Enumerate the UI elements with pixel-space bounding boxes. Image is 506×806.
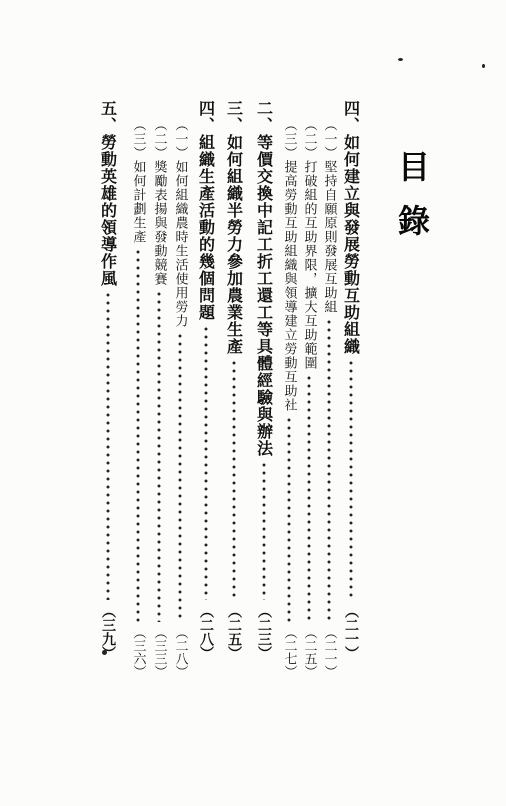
toc-entry-page: （二一） bbox=[321, 626, 337, 678]
toc-entry bbox=[341, 100, 361, 660]
toc-entry-page: （三三） bbox=[151, 626, 167, 678]
toc-entry bbox=[151, 118, 167, 678]
toc-entry-page: （二五） bbox=[226, 604, 242, 660]
dot-leader bbox=[136, 248, 140, 622]
dot-leader bbox=[232, 359, 236, 600]
dot-leader bbox=[287, 416, 291, 622]
toc-entry bbox=[224, 100, 244, 660]
dot-leader bbox=[349, 359, 353, 600]
toc-entry-title: 四、組織生產活動的幾個問題 bbox=[196, 100, 216, 321]
toc-entry-page: （二七） bbox=[281, 626, 297, 678]
dot-leader bbox=[204, 325, 208, 600]
ink-speck bbox=[482, 64, 485, 68]
toc-entry bbox=[254, 100, 274, 660]
toc-entry-title: （三）如何計劃生產 bbox=[130, 118, 146, 244]
toc-entry-title: 四、如何建立與發展勞動互助組織 bbox=[341, 100, 361, 355]
toc-entry-page: （二一） bbox=[343, 604, 359, 660]
dot-leader bbox=[262, 461, 266, 600]
toc-entry-title: 二、等價交換中記工折工還工等具體經驗與辦法 bbox=[254, 100, 274, 457]
toc-entry-title: （三）提高勞動互助組織與領導建立勞動互助社 bbox=[281, 118, 297, 412]
toc-entry-page: （三九） bbox=[100, 604, 116, 660]
toc-entry-title: 三、如何組織半勞力參加農業生產 bbox=[224, 100, 244, 355]
toc-entry bbox=[130, 118, 146, 678]
toc-entry-title: 五、勞動英雄的領導作風 bbox=[98, 100, 118, 287]
dot-leader bbox=[327, 318, 331, 622]
toc-entry bbox=[301, 118, 317, 678]
toc-entry-title: （一）堅持自願原則發展互助組 bbox=[321, 118, 337, 314]
page-title: 目錄 bbox=[393, 150, 431, 258]
ink-speck bbox=[398, 58, 403, 61]
toc-entry bbox=[98, 100, 118, 660]
dot-leader bbox=[106, 291, 110, 600]
toc-entry-page: （三六） bbox=[130, 626, 146, 678]
toc-entry-title: （二）獎勵表揚與發動競賽 bbox=[151, 118, 167, 286]
toc-entry bbox=[172, 118, 188, 678]
toc-entry-title: （二）打破組的互助界限，擴大互助範圍 bbox=[301, 118, 317, 370]
toc-entry bbox=[281, 118, 297, 678]
toc-entry-page: （二八） bbox=[198, 604, 214, 660]
toc-entry bbox=[321, 118, 337, 678]
dot-leader bbox=[307, 374, 311, 622]
toc-entry-title: （一）如何組織農時生活使用勞力 bbox=[172, 118, 188, 328]
dot-leader bbox=[178, 332, 182, 622]
toc-entry bbox=[196, 100, 216, 660]
toc-entry-page: （二五） bbox=[301, 626, 317, 678]
dot-leader bbox=[157, 290, 161, 622]
toc-entry-page: （二三） bbox=[256, 604, 272, 660]
toc-entry-page: （二八） bbox=[172, 626, 188, 678]
